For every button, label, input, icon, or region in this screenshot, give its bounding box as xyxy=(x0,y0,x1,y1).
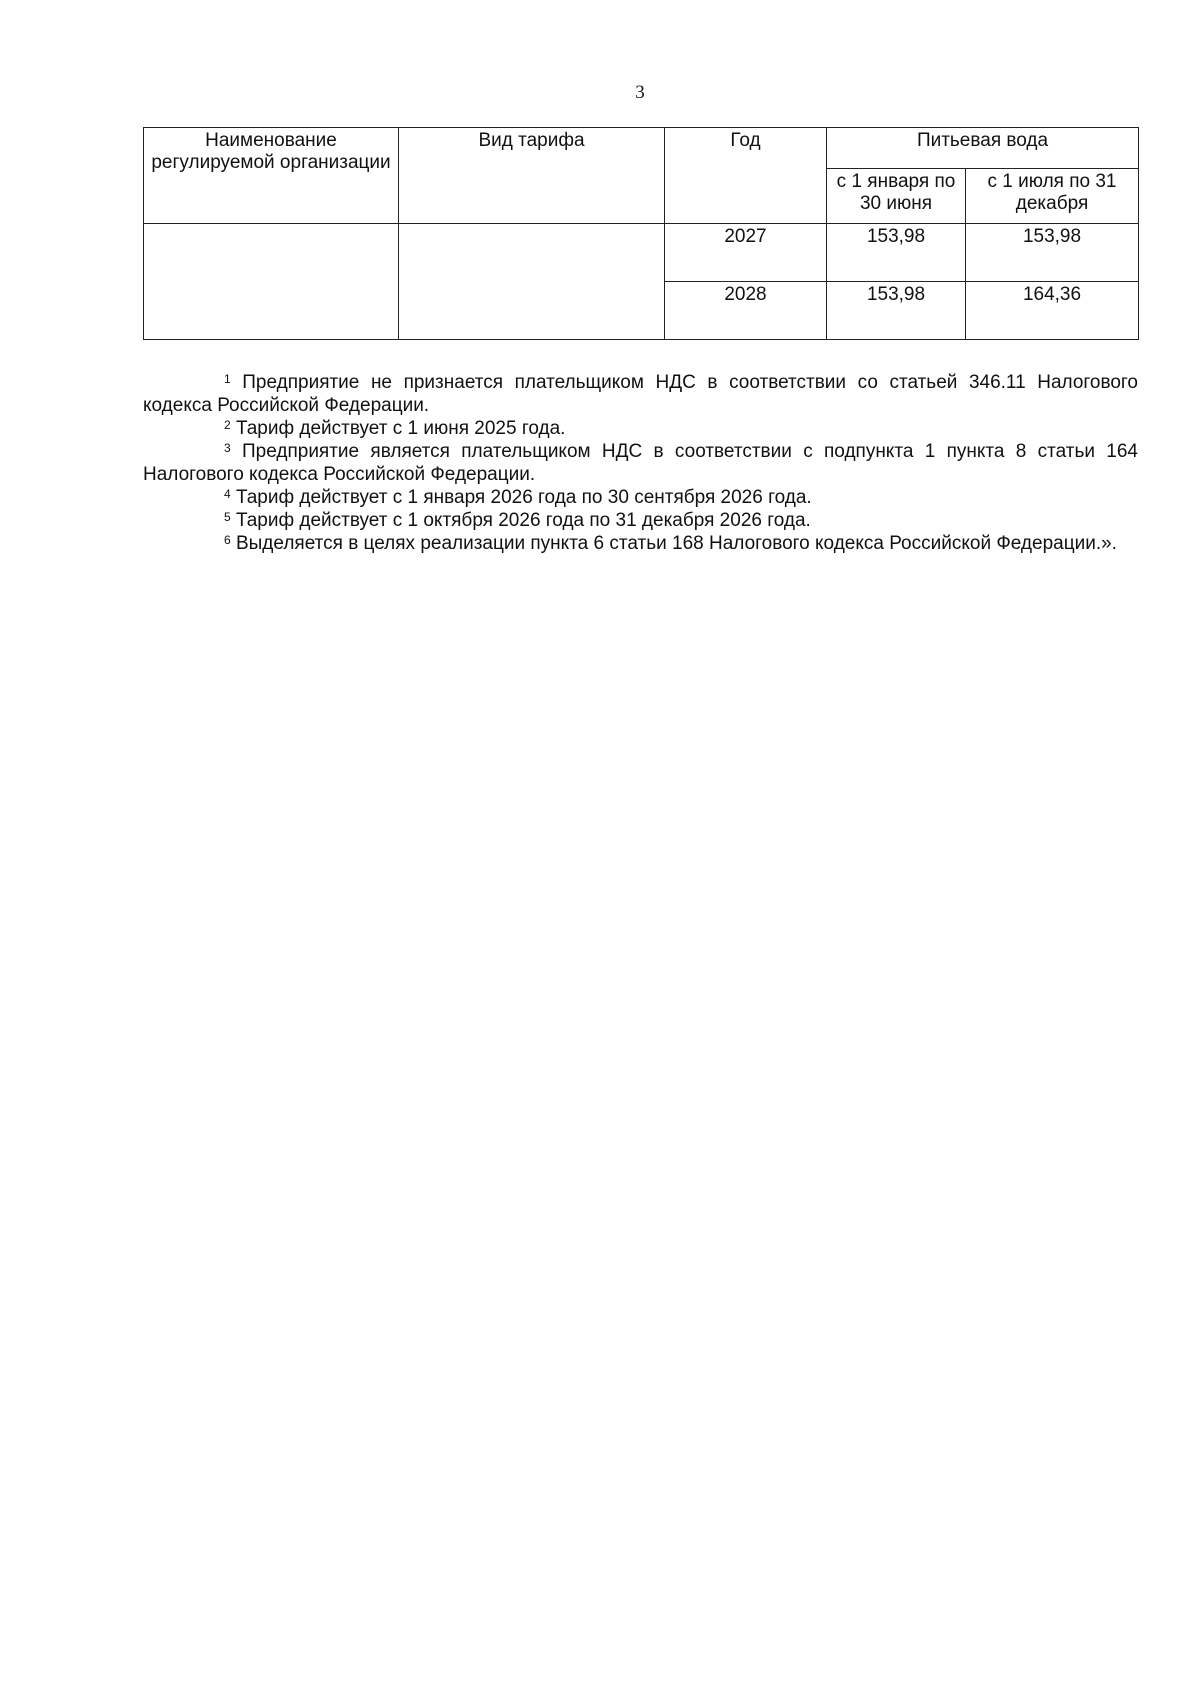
cell-value-period2: 153,98 xyxy=(966,224,1139,282)
footnote-mark: 6 xyxy=(224,533,231,547)
tariff-table xyxy=(143,127,1139,340)
footnote-text: Предприятие не признается плательщиком НДС в соответствии со статьей 346.11 Налогового кодекса Российской Федерации. xyxy=(143,372,1138,416)
footnote-mark: 3 xyxy=(224,441,231,455)
table-row xyxy=(144,224,1139,282)
footnote-mark: 4 xyxy=(224,487,231,501)
footnote xyxy=(143,532,1138,555)
header-drinking-water: Питьевая вода xyxy=(827,128,1139,169)
header-tariff-type: Вид тарифа xyxy=(399,128,665,224)
footnote xyxy=(143,440,1138,486)
footnote xyxy=(143,371,1138,417)
table-header-row xyxy=(144,128,1139,169)
cell-organization xyxy=(144,224,399,340)
cell-year: 2027 xyxy=(665,224,827,282)
footnote-mark: 2 xyxy=(224,418,231,432)
header-period-first-half: с 1 января по 30 июня xyxy=(827,169,966,224)
footnote xyxy=(143,509,1138,532)
footnote xyxy=(143,486,1138,509)
header-organization: Наименование регулируемой организации xyxy=(144,128,399,224)
footnote-text: Тариф действует с 1 января 2026 года по 30 сентября 2026 года. xyxy=(235,487,812,508)
cell-tariff-type xyxy=(399,224,665,340)
page-number: 3 xyxy=(635,82,645,103)
cell-value-period1: 153,98 xyxy=(827,282,966,340)
footnote-mark: 5 xyxy=(224,510,231,524)
footnote-text: Выделяется в целях реализации пункта 6 статьи 168 Налогового кодекса Российской Федерации.». xyxy=(235,533,1117,554)
footnote xyxy=(143,417,1138,440)
cell-year: 2028 xyxy=(665,282,827,340)
header-period-second-half: с 1 июля по 31 декабря xyxy=(966,169,1139,224)
footnote-mark: 1 xyxy=(224,372,231,386)
cell-value-period1: 153,98 xyxy=(827,224,966,282)
cell-value-period2: 164,36 xyxy=(966,282,1139,340)
footnote-text: Предприятие является плательщиком НДС в соответствии с подпункта 1 пункта 8 статьи 164 Налогового кодекса Российской Федерации. xyxy=(143,441,1138,485)
footnote-text: Тариф действует с 1 июня 2025 года. xyxy=(235,418,566,439)
header-year: Год xyxy=(665,128,827,224)
footnote-text: Тариф действует с 1 октября 2026 года по 31 декабря 2026 года. xyxy=(235,510,811,531)
footnotes xyxy=(143,371,1138,555)
